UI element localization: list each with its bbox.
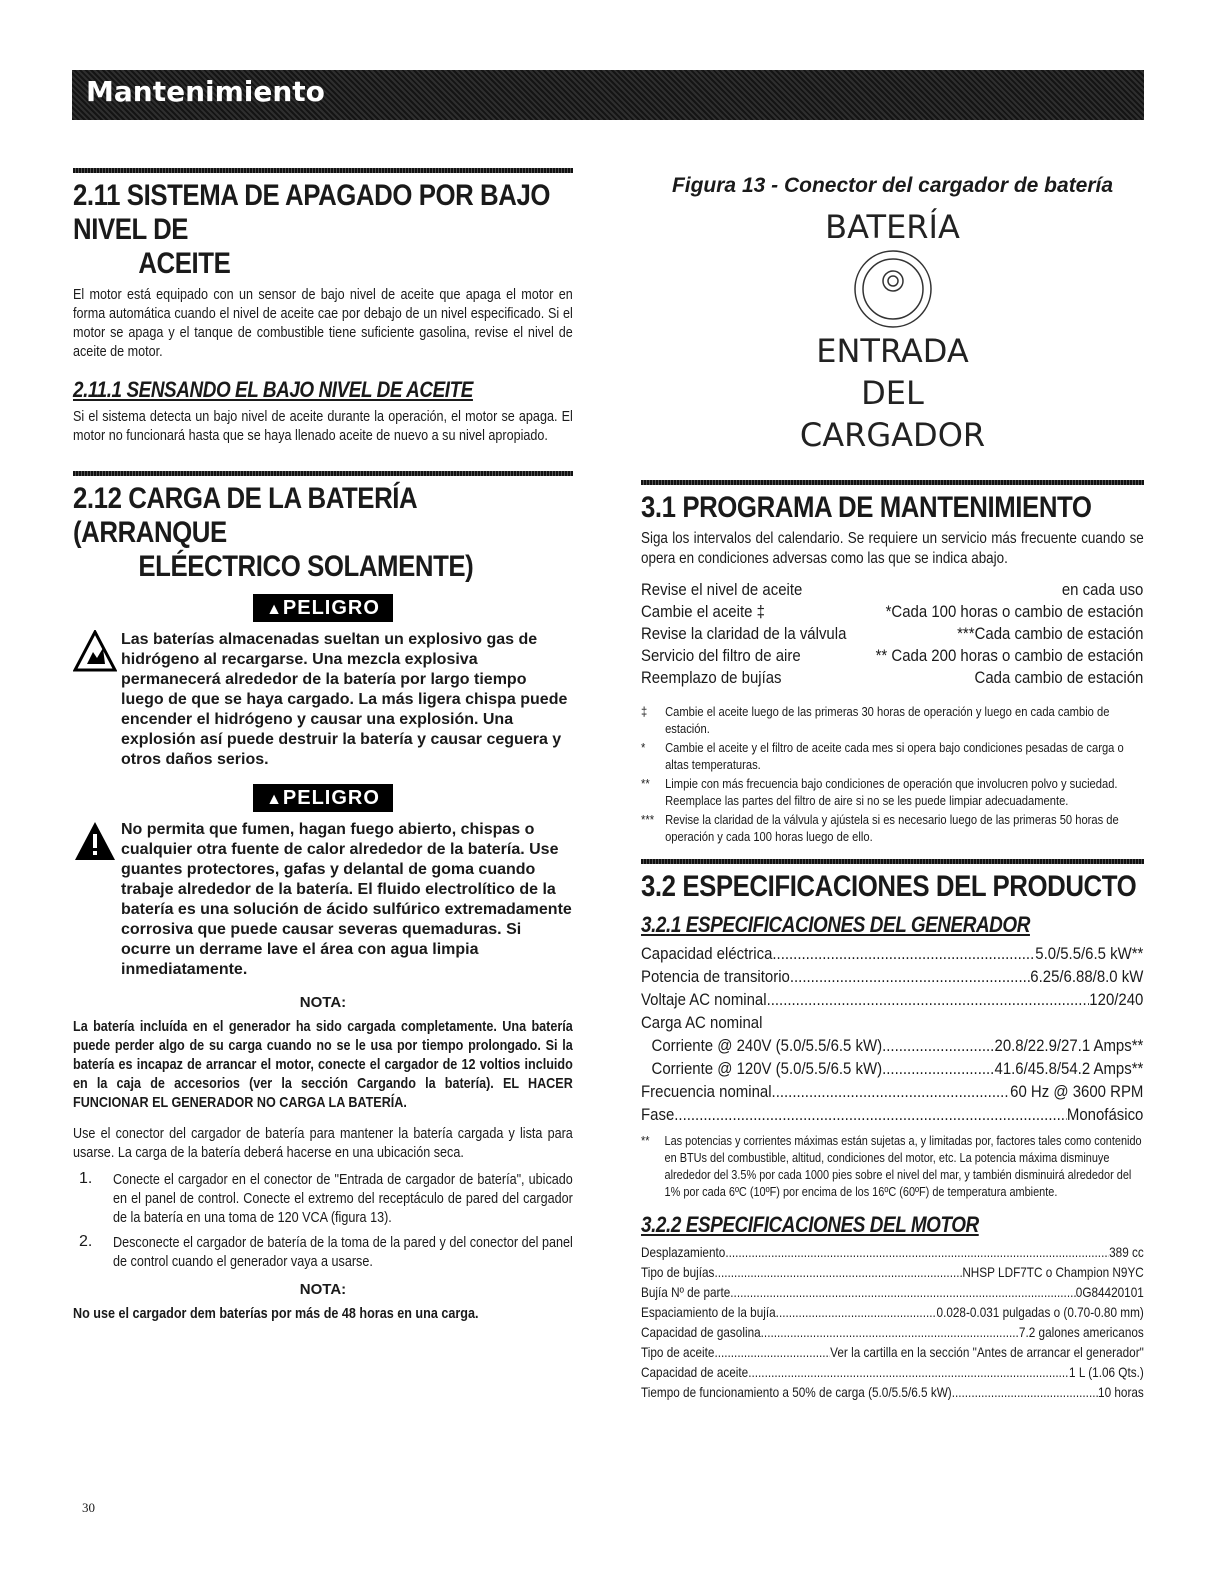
exclamation-hazard-icon — [73, 820, 117, 864]
schedule-note: ** Limpie con más frecuencia bajo condiciones de operación que involucren polvo y suciedad. Reemplace las partes del filtro de aire si no se les puede limpiar adecuadamente. — [641, 776, 1118, 808]
schedule-row: Servicio del filtro de aire ** Cada 200 horas o cambio de estación — [641, 646, 1144, 665]
schedule-notes — [641, 703, 1143, 845]
section-212-body: Use el conector del cargador de batería para mantener la batería cargada y lista para usarse. La carga de la batería deberá hacerse en una ubicación seca. — [73, 1125, 573, 1161]
section-211-title-line1: 2.11 SISTEMA DE APAGADO POR BAJO NIVEL DE — [73, 179, 551, 246]
section-31-body: Siga los intervalos del calendario. Se requiere un servicio más frecuente cuando se opera en condiciones adversas como las que se indica abajo. — [641, 530, 1144, 567]
section-rule — [73, 168, 573, 173]
section-211-title — [73, 179, 572, 281]
spec-row: Tiempo de funcionamiento a 50% de carga (5.0/5.5/6.5 kW) ..... 10 horas — [641, 1382, 1144, 1402]
spec-row: Espaciamiento de la bujía ..... 0.028-0.031 pulgadas o (0.70-0.80 mm) — [641, 1302, 1144, 1322]
list-item: 2. Desconecte el cargador de batería de la toma de la pared y del conector del panel de control cuando el generador vaya a usarse. — [79, 1233, 573, 1270]
spec-row: Tipo de bujías ..... NHSP LDF7TC o Champion N9YC — [641, 1262, 1144, 1282]
danger-label: ▲PELIGRO — [253, 784, 393, 812]
schedule-row: Cambie el aceite ‡ *Cada 100 horas o cambio de estación — [641, 602, 1144, 621]
spec-row: Fase ..... Monofásico — [641, 1103, 1143, 1126]
schedule-note: ‡ Cambie el aceite luego de las primeras 30 horas de operación y luego en cada cambio de estación. — [641, 704, 1110, 736]
section-211-body: El motor está equipado con un sensor de bajo nivel de aceite que apaga el motor en forma automática cuando el nivel de aceite cae por debajo de un nivel especificado. Si el motor se apaga y el tanque de combustible tiene suficiente gasolina, revise el nivel de aceite de motor. — [73, 286, 573, 360]
list-item: 1. Conecte el cargador en el conector de "Entrada de cargador de batería", ubicado en el panel de control. Conecte el extremo del receptáculo de pared del cargador de la batería en una toma de 120 VCA (figura 13). — [79, 1170, 573, 1226]
figure-label-line: DEL — [861, 374, 924, 412]
motor-specs — [641, 1242, 1144, 1402]
nota-text: No use el cargador dem baterías por más de 48 horas en una carga. — [73, 1305, 479, 1322]
section-rule — [73, 471, 573, 476]
schedule-row: Revise el nivel de aceite en cada uso — [641, 580, 1144, 599]
section-211-title-line2: ACEITE — [138, 247, 231, 280]
schedule-note: * Cambie el aceite y el filtro de aceite cada mes si opera bajo condiciones pesadas de carga o altas temperaturas. — [641, 740, 1124, 772]
spec-row: Desplazamiento ..... 389 cc — [641, 1242, 1144, 1262]
maintenance-schedule — [641, 579, 1143, 689]
explosion-warning-text: Las baterías almacenadas sueltan un explosivo gas de hidrógeno al recargarse. Una mezcla explosiva permanecerá alrededor de la batería por largo tiempo luego de que se haya cargado. La más ligera chispa puede encender el hidrógeno y causar una explosión. Una explosión así puede destruir la batería y causar ceguera y otros daños serios. — [121, 631, 568, 768]
section-2111-title: 2.11.1 SENSANDO EL BAJO NIVEL DE ACEITE — [73, 377, 473, 402]
figure-label-line: CARGADOR — [799, 416, 986, 454]
spec-row: Corriente @ 120V (5.0/5.5/6.5 kW) ..... 41.6/45.8/54.2 Amps** — [641, 1057, 1143, 1080]
generator-specs — [641, 942, 1143, 1126]
nota-label: NOTA: — [299, 1281, 347, 1298]
steps-list — [73, 1170, 573, 1271]
figure-title: Figura 13 - Conector del cargador de batería — [671, 174, 1114, 197]
section-header-title: Mantenimiento — [86, 75, 325, 108]
acid-warning-text: No permita que fumen, hagan fuego abierto, chispas o cualquier otra fuente de calor alrededor de la batería. Use guantes protectores, gafas y delantal de goma cuando trabaje alrededor de la batería. El fluido electrolítico de la batería es una solución de ácido sulfúrico extremadamente corrosiva que puede causar severas quemaduras. Si ocurre un derrame lave el área con agua limpia inmediatamente. — [121, 821, 572, 978]
spec-row: Capacidad de gasolina ..... 7.2 galones americanos — [641, 1322, 1144, 1342]
nota-text: La batería incluída en el generador ha sido cargada completamente. Una batería puede perder algo de su carga cuando no se le usa por tiempo prolongado. Si la batería es incapaz de arrancar el motor, conecte el cargador de 12 voltios incluido en la caja de accesorios (ver la sección Cargando la batería). EL HACER FUNCIONAR EL GENERADOR NO CARGA LA BATERÍA. — [73, 1018, 573, 1111]
section-212-title-line2: ELÉECTRICO SOLAMENTE) — [138, 550, 474, 583]
spec-row: Voltaje AC nominal ..... 120/240 — [641, 988, 1143, 1011]
section-rule — [641, 480, 1144, 485]
spec-row: Tipo de aceite ..... Ver la cartilla en la sección "Antes de arrancar el generador" — [641, 1342, 1144, 1362]
spec-row: Bujía Nº de parte ..... 0G84420101 — [641, 1282, 1144, 1302]
danger-label: ▲PELIGRO — [253, 594, 393, 622]
spec-row: Potencia de transitorio ..... 6.25/6.88/8.0 kW — [641, 965, 1143, 988]
acid-warning — [73, 820, 573, 980]
spec-row: Capacidad de aceite ..... 1 L (1.06 Qts.) — [641, 1362, 1144, 1382]
charger-connector-icon — [851, 248, 935, 330]
right-column — [641, 168, 1144, 1402]
generator-note: ** Las potencias y corrientes máximas están sujetas a, y limitadas por, factores tales como contenido en BTUs del combustible, altitud, condiciones del motor, etc. La potencia máxima disminuye alrededor del 3.5% por cada 1000 pies sobre el nivel del mar, y también disminuirá alrededor del 1% por cada 6ºC (10ºF) por encima de los 16ºC (60ºF) de temperatura ambiente. — [641, 1133, 1142, 1199]
explosion-hazard-icon — [73, 630, 117, 674]
spec-row: Corriente @ 240V (5.0/5.5/6.5 kW) ..... 20.8/22.9/27.1 Amps** — [641, 1034, 1143, 1057]
section-header-band — [72, 70, 1144, 120]
section-rule — [641, 859, 1144, 864]
explosion-warning — [73, 630, 573, 770]
nota-label: NOTA: — [299, 994, 347, 1011]
page-number: 30 — [82, 1500, 95, 1515]
section-31-title: 3.1 PROGRAMA DE MANTENIMIENTO — [641, 491, 1092, 524]
charger-connector-figure — [641, 248, 1144, 330]
section-32-title: 3.2 ESPECIFICACIONES DEL PRODUCTO — [641, 870, 1137, 903]
schedule-row: Revise la claridad de la válvula ***Cada cambio de estación — [641, 624, 1144, 643]
warning-triangle-icon: ▲ — [266, 791, 283, 808]
section-322-title: 3.2.2 ESPECIFICACIONES DEL MOTOR — [641, 1212, 979, 1237]
warning-triangle-icon: ▲ — [266, 601, 283, 618]
section-321-title: 3.2.1 ESPECIFICACIONES DEL GENERADOR — [641, 912, 1030, 937]
spec-row: Capacidad eléctrica ..... 5.0/5.5/6.5 kW** — [641, 942, 1143, 965]
left-column — [73, 168, 573, 1323]
schedule-note: *** Revise la claridad de la válvula y ajústela si es necesario luego de las primeras 50 horas de operación y cada 100 horas luego de ello. — [641, 812, 1119, 844]
section-2111-body: Si el sistema detecta un bajo nivel de aceite durante la operación, el motor se apaga. El motor no funcionará hasta que se haya llenado aceite de nuevo a su nivel apropiado. — [73, 408, 573, 444]
section-212-title-line1: 2.12 CARGA DE LA BATERÍA (ARRANQUE — [73, 482, 417, 549]
section-212-title — [73, 482, 572, 584]
spec-row: Carga AC nominal — [641, 1013, 763, 1032]
spec-row: Frecuencia nominal ..... 60 Hz @ 3600 RPM — [641, 1080, 1143, 1103]
figure-label-top: BATERÍA — [825, 208, 960, 246]
schedule-row: Reemplazo de bujías Cada cambio de estación — [641, 668, 1144, 687]
figure-label-line: ENTRADA — [816, 332, 969, 370]
